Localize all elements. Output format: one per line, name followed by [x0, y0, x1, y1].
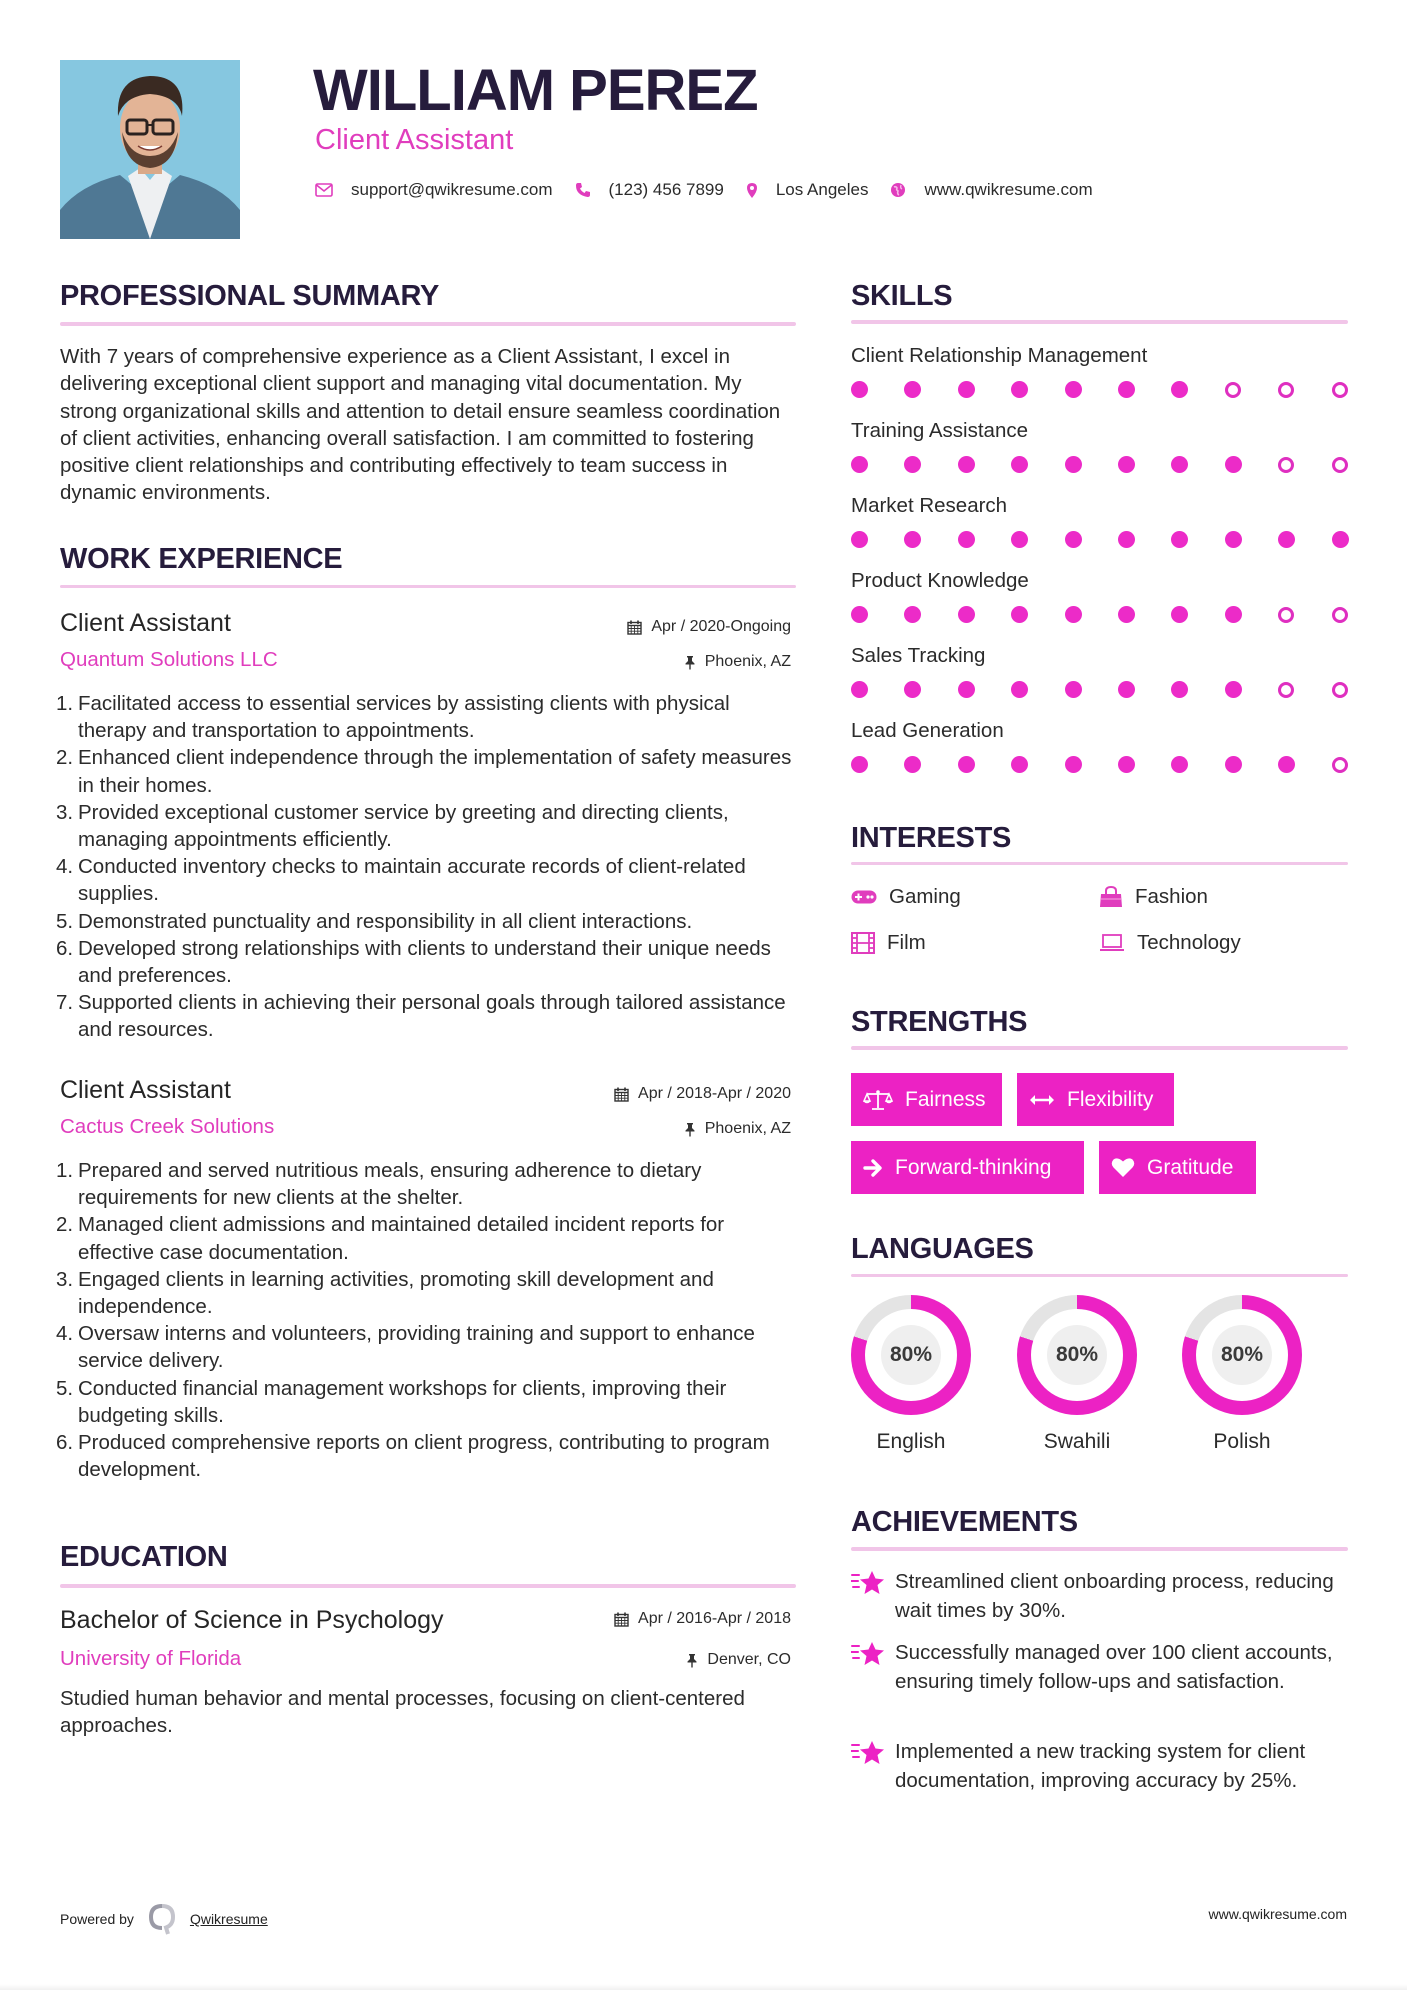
achievements-heading: ACHIEVEMENTS	[851, 1506, 1078, 1538]
rating-dot-filled-icon	[851, 681, 868, 698]
rating-dot-filled-icon	[1011, 756, 1028, 773]
page-bottom-edge	[0, 1984, 1407, 1990]
interest-gaming	[851, 884, 961, 910]
rating-dot-filled-icon	[958, 531, 975, 548]
rating-dot-empty-icon	[1332, 382, 1348, 398]
rating-dot-filled-icon	[958, 681, 975, 698]
summary-divider	[60, 322, 796, 326]
star-icon	[851, 1570, 885, 1596]
rating-dot-filled-icon	[1278, 531, 1295, 548]
job-bullet: 5. Demonstrated punctuality and responsibility in all client interactions.	[56, 909, 693, 933]
gamepad-icon	[851, 889, 877, 905]
skill-rating	[851, 606, 1348, 624]
rating-dot-filled-icon	[904, 681, 921, 698]
education-description: Studied human behavior and mental processes, focusing on client-centered approaches.	[60, 1687, 745, 1738]
education-location-text: Denver, CO	[707, 1651, 791, 1668]
rating-dot-filled-icon	[1278, 756, 1295, 773]
languages-divider	[851, 1274, 1348, 1277]
strength-label: Gratitude	[1147, 1155, 1234, 1179]
contact-row	[315, 178, 1115, 202]
interest-fashion	[1099, 884, 1208, 910]
strength-badge-flexibility	[1017, 1073, 1174, 1126]
job-bullet: 2. Managed client admissions and maintained detailed incident reports for effective case documentation.	[56, 1213, 725, 1264]
rating-dot-filled-icon	[851, 531, 868, 548]
education-heading: EDUCATION	[60, 1541, 228, 1573]
job-location-text: Phoenix, AZ	[704, 1120, 791, 1137]
strength-label: Fairness	[905, 1087, 986, 1111]
rating-dot-filled-icon	[1118, 681, 1135, 698]
rating-dot-empty-icon	[1332, 457, 1348, 473]
interest-technology	[1099, 930, 1241, 956]
rating-dot-filled-icon	[1065, 756, 1082, 773]
contact-email[interactable]	[315, 180, 553, 200]
rating-dot-filled-icon	[1011, 681, 1028, 698]
star-icon	[851, 1641, 885, 1667]
rating-dot-filled-icon	[1171, 756, 1188, 773]
footer-powered-by	[60, 1903, 268, 1935]
arrow-right-icon	[863, 1159, 883, 1177]
skill-label: Client Relationship Management	[851, 344, 1148, 367]
skill-rating	[851, 531, 1348, 549]
skill-label: Lead Generation	[851, 719, 1004, 742]
job-bullet: 4. Oversaw interns and volunteers, providing training and support to enhance service delivery.	[56, 1322, 755, 1373]
job-bullet: 2. Enhanced client independence through the implementation of safety measures in their homes.	[56, 746, 792, 797]
languages-heading: LANGUAGES	[851, 1233, 1034, 1265]
rating-dot-filled-icon	[1065, 381, 1082, 398]
rating-dot-filled-icon	[851, 456, 868, 473]
film-icon	[851, 932, 875, 954]
job-bullets	[56, 690, 800, 1044]
rating-dot-filled-icon	[958, 756, 975, 773]
strengths-heading: STRENGTHS	[851, 1006, 1028, 1038]
rating-dot-filled-icon	[1011, 531, 1028, 548]
rating-dot-empty-icon	[1278, 607, 1294, 623]
skills-divider	[851, 320, 1348, 324]
job-bullet: 7. Supported clients in achieving their personal goals through tailored assistance and resources.	[56, 991, 786, 1042]
contact-location-text: Los Angeles	[775, 180, 869, 199]
job-location-text: Phoenix, AZ	[704, 653, 791, 670]
map-pin-icon	[746, 182, 758, 199]
qwikresume-logo-icon	[148, 1903, 176, 1935]
rating-dot-filled-icon	[958, 456, 975, 473]
rating-dot-filled-icon	[904, 531, 921, 548]
skill-label: Market Research	[851, 494, 1008, 517]
strength-badge-forward-thinking	[851, 1141, 1084, 1194]
pushpin-icon	[684, 1122, 696, 1137]
language-percent: 80%	[889, 1343, 933, 1366]
skill-label: Sales Tracking	[851, 644, 986, 667]
achievement-text: Successfully managed over 100 client accounts, ensuring timely follow-ups and satisfaction.	[895, 1641, 1333, 1693]
candidate-name: WILLIAM PEREZ	[313, 58, 758, 123]
rating-dot-empty-icon	[1225, 382, 1241, 398]
education-school: University of Florida	[60, 1647, 242, 1670]
interests-divider	[851, 862, 1348, 865]
job-bullet: 1. Prepared and served nutritious meals, ensuring adherence to dietary requirements for new clients at the shelter.	[56, 1159, 702, 1210]
job-location	[684, 652, 791, 672]
star-icon	[851, 1740, 885, 1766]
rating-dot-filled-icon	[1332, 531, 1349, 548]
job-bullet: 6. Produced comprehensive reports on client progress, contributing to program development.	[56, 1431, 770, 1482]
summary-heading: PROFESSIONAL SUMMARY	[60, 280, 440, 312]
rating-dot-filled-icon	[851, 756, 868, 773]
rating-dot-empty-icon	[1332, 682, 1348, 698]
rating-dot-filled-icon	[1011, 381, 1028, 398]
contact-website[interactable]	[890, 180, 1092, 200]
job-location	[684, 1119, 791, 1139]
pushpin-icon	[686, 1653, 698, 1668]
calendar-icon	[614, 1087, 629, 1102]
rating-dot-filled-icon	[1171, 531, 1188, 548]
interest-label: Fashion	[1135, 885, 1208, 908]
strength-label: Flexibility	[1067, 1087, 1154, 1111]
rating-dot-filled-icon	[904, 381, 921, 398]
rating-dot-filled-icon	[958, 381, 975, 398]
language-progress-ring	[1017, 1295, 1137, 1415]
language-name: English	[876, 1430, 946, 1453]
envelope-icon	[315, 183, 333, 197]
rating-dot-filled-icon	[958, 606, 975, 623]
rating-dot-filled-icon	[1065, 606, 1082, 623]
strength-badge-gratitude	[1099, 1141, 1256, 1194]
language-item	[1007, 1295, 1147, 1455]
job-bullet: 3. Engaged clients in learning activities, promoting skill development and independence.	[56, 1267, 714, 1319]
rating-dot-filled-icon	[904, 606, 921, 623]
skill-rating	[851, 456, 1348, 474]
strength-badge-fairness	[851, 1073, 1002, 1126]
interest-label: Film	[887, 931, 926, 954]
rating-dot-filled-icon	[1171, 606, 1188, 623]
job-bullet: 5. Conducted financial management workshops for clients, improving their budgeting skills.	[56, 1376, 727, 1427]
rating-dot-empty-icon	[1332, 607, 1348, 623]
rating-dot-filled-icon	[1225, 531, 1242, 548]
rating-dot-filled-icon	[1118, 381, 1135, 398]
job-company: Cactus Creek Solutions	[60, 1115, 275, 1138]
rating-dot-filled-icon	[1225, 756, 1242, 773]
powered-by-text: Powered by	[60, 1911, 134, 1927]
rating-dot-empty-icon	[1278, 682, 1294, 698]
rating-dot-filled-icon	[1011, 456, 1028, 473]
experience-divider	[60, 585, 796, 588]
experience-heading: WORK EXPERIENCE	[60, 543, 343, 575]
rating-dot-empty-icon	[1278, 382, 1294, 398]
pushpin-icon	[684, 655, 696, 670]
globe-icon	[890, 182, 906, 198]
rating-dot-filled-icon	[1171, 381, 1188, 398]
job-bullet: 3. Provided exceptional customer service by greeting and directing clients, managing appointments efficiently.	[56, 800, 729, 852]
rating-dot-filled-icon	[851, 606, 868, 623]
strength-label: Forward-thinking	[895, 1155, 1052, 1179]
skill-rating	[851, 381, 1348, 399]
achievement-text: Streamlined client onboarding process, reducing wait times by 30%.	[895, 1570, 1334, 1622]
language-percent: 80%	[1055, 1343, 1099, 1366]
job-dates	[627, 617, 791, 637]
rating-dot-filled-icon	[1118, 606, 1135, 623]
language-progress-ring	[1182, 1295, 1302, 1415]
rating-dot-empty-icon	[1332, 757, 1348, 773]
skills-heading: SKILLS	[851, 280, 953, 312]
rating-dot-filled-icon	[1118, 456, 1135, 473]
job-dates	[614, 1084, 791, 1104]
job-bullets	[56, 1157, 800, 1483]
person-portrait-icon	[60, 60, 240, 239]
footer-website[interactable]: www.qwikresume.com	[1208, 1906, 1347, 1922]
education-divider	[60, 1584, 796, 1588]
interest-label: Technology	[1137, 931, 1241, 954]
rating-dot-filled-icon	[1118, 531, 1135, 548]
achievement-text: Implemented a new tracking system for client documentation, improving accuracy by 25%.	[895, 1740, 1306, 1792]
language-item	[1172, 1295, 1312, 1455]
shopping-bag-icon	[1099, 886, 1123, 908]
job-dates-text: Apr / 2018-Apr / 2020	[638, 1085, 791, 1102]
interest-label: Gaming	[889, 885, 961, 908]
interests-heading: INTERESTS	[851, 822, 1012, 854]
contact-phone-text: (123) 456 7899	[608, 180, 724, 199]
achievements-divider	[851, 1547, 1348, 1551]
arrows-horizontal-icon	[1029, 1093, 1055, 1107]
phone-icon	[575, 182, 591, 198]
strengths-divider	[851, 1046, 1348, 1050]
contact-location	[746, 180, 869, 200]
job-company: Quantum Solutions LLC	[60, 648, 278, 671]
summary-text: With 7 years of comprehensive experience as a Client Assistant, I excel in delivering exceptional client support and managing vital documentation. My strong organizational skills and attention to detail ensure seamless coordination of client activities, enhancing overall satisfaction. I am committed to fostering positive client relationships and contributing effectively to team success in dynamic environments.	[60, 345, 781, 505]
rating-dot-filled-icon	[1225, 606, 1242, 623]
job-bullet: 1. Facilitated access to essential services by assisting clients with physical therapy and transportation to appointments.	[56, 692, 730, 743]
rating-dot-filled-icon	[1065, 531, 1082, 548]
rating-dot-filled-icon	[1225, 456, 1242, 473]
rating-dot-filled-icon	[851, 381, 868, 398]
laptop-icon	[1099, 934, 1125, 952]
heart-icon	[1111, 1157, 1135, 1178]
rating-dot-filled-icon	[904, 456, 921, 473]
education-location	[686, 1650, 791, 1670]
contact-email-text: support@qwikresume.com	[351, 180, 553, 199]
job-title: Client Assistant	[60, 1076, 231, 1104]
calendar-icon	[614, 1612, 629, 1627]
contact-phone[interactable]	[575, 180, 724, 200]
language-progress-ring	[851, 1295, 971, 1415]
language-name: Polish	[1213, 1430, 1271, 1453]
scale-icon	[863, 1089, 893, 1111]
qwikresume-link[interactable]: Qwikresume	[189, 1911, 268, 1927]
skill-rating	[851, 681, 1348, 699]
calendar-icon	[627, 620, 642, 635]
skill-rating	[851, 756, 1348, 774]
skill-label: Product Knowledge	[851, 569, 1029, 592]
rating-dot-filled-icon	[1065, 681, 1082, 698]
education-dates-text: Apr / 2016-Apr / 2018	[638, 1610, 791, 1627]
rating-dot-filled-icon	[1171, 681, 1188, 698]
rating-dot-filled-icon	[1065, 456, 1082, 473]
language-name: Swahili	[1043, 1430, 1111, 1453]
contact-website-text: www.qwikresume.com	[924, 180, 1093, 199]
job-bullet: 6. Developed strong relationships with clients to understand their unique needs and preferences.	[56, 936, 771, 988]
candidate-title: Client Assistant	[315, 124, 514, 156]
education-degree: Bachelor of Science in Psychology	[60, 1606, 444, 1634]
profile-photo	[60, 60, 240, 239]
rating-dot-filled-icon	[904, 756, 921, 773]
interest-film	[851, 930, 926, 956]
language-percent: 80%	[1220, 1343, 1264, 1366]
education-dates	[614, 1609, 791, 1629]
job-bullet: 4. Conducted inventory checks to maintain accurate records of client-related supplies.	[56, 855, 746, 906]
language-item	[841, 1295, 981, 1455]
job-dates-text: Apr / 2020-Ongoing	[651, 618, 791, 635]
rating-dot-empty-icon	[1278, 457, 1294, 473]
rating-dot-filled-icon	[1011, 606, 1028, 623]
job-title: Client Assistant	[60, 609, 231, 637]
rating-dot-filled-icon	[1118, 756, 1135, 773]
rating-dot-filled-icon	[1225, 681, 1242, 698]
rating-dot-filled-icon	[1171, 456, 1188, 473]
skill-label: Training Assistance	[851, 419, 1028, 442]
